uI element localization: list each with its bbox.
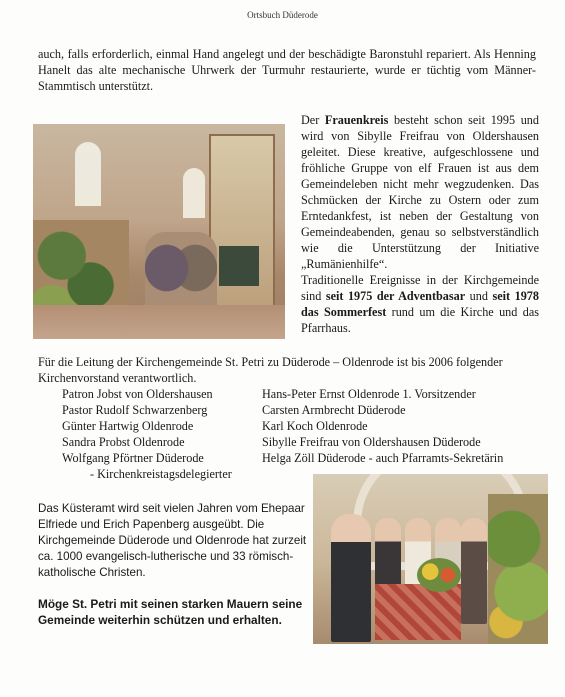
member-entry: Günter Hartwig Oldenrode [62,419,194,433]
photo-window-left [75,142,101,206]
member-entry: Karl Koch Oldenrode [262,419,368,433]
frauenkreis-lead: Der [301,113,325,127]
kuesteramt-paragraph: Das Küsteramt wird seit vielen Jahren vom Ehepaar Elfriede und Erich Papenberg ausgeübt. Die Kirchgemeinde Düderode und Oldenrode hat zurzeit ca. 1000 evangelisch-lutherische und 33 römisch-katholische Christen. [38,502,307,579]
vorstand-right-column [262,386,552,466]
member-role: - Kirchenkreistagsdelegierter [90,467,232,481]
photo-man [331,514,371,642]
frauenkreis-paragraph [301,112,539,336]
intro-paragraph: auch, falls erforderlich, einmal Hand angelegt und der beschädigte Baronstuhl repariert. Als Henning Hanelt das alte mechanische Uhrwerk der Turmuhr restaurierte, wurde er tüchtig vom Männer-Stammtisch unterstützt. [38,47,536,93]
photo-flowers [417,558,461,592]
member-entry: Hans-Peter Ernst Oldenrode 1. Vorsitzender [262,387,476,401]
photo-altar [209,134,275,334]
church-interior-photo [33,124,285,339]
events-end: rund um die Kirche und das Pfarrhaus. [301,305,539,335]
events-sommerfest: seit 1978 das Sommerfest [301,289,539,319]
vorstand-left-column [62,386,272,482]
photo-window-right [183,168,205,218]
page-header: Ortsbuch Düderode [247,10,318,20]
closing-blessing: Möge St. Petri mit seinen starken Mauern seine Gemeinde weiterhin schützen und erhalten. [38,597,303,627]
photo-altar-panel [219,246,259,286]
member-entry: Helga Zöll Düderode - auch Pfarramts-Sekretärin [262,451,504,465]
photo-floor [33,305,285,339]
photo-woman [461,518,487,624]
photo-plants [488,494,548,644]
member-entry: Sandra Probst Oldenrode [62,435,185,449]
group-photo [313,474,548,644]
member-entry: Patron Jobst von Oldershausen [62,387,213,401]
frauenkreis-text: besteht schon seit 1995 und wird von Sibylle Freifrau von Oldershausen geleitet. Diese kreative, aufgeschlossene und fröhliche Gruppe von elf Frauen ist aus dem Gemeindeleben nicht mehr wegzudenken. Das Schmücken der Kirche zu Ostern oder zum Erntedankfest, ist neben der Gestaltung von Gemeindeabenden, genau so selbstverständlich wie die Unterstützung der Initiative „Rumänienhilfe“. [301,113,539,271]
frauenkreis-heading: Frauenkreis [324,113,389,127]
events-adventbasar: seit 1975 der Adventbasar [325,289,466,303]
vorstand-intro: Für die Leitung der Kirchengemeinde St. Petri zu Düderode – Oldenrode ist bis 2006 folgender Kirchenvorstand verantwortlich. [38,355,503,385]
member-entry: Carsten Armbrecht Düderode [262,403,406,417]
events-mid: und [465,289,493,303]
member-entry: Pastor Rudolf Schwarzenberg [62,403,208,417]
member-entry: Wolfgang Pförtner Düderode [62,451,204,465]
photo-table [375,584,461,640]
member-entry: Sibylle Freifrau von Oldershausen Düderode [262,435,481,449]
events-lead: Traditionelle Ereignisse in der Kirchgemeinde sind [301,273,539,303]
